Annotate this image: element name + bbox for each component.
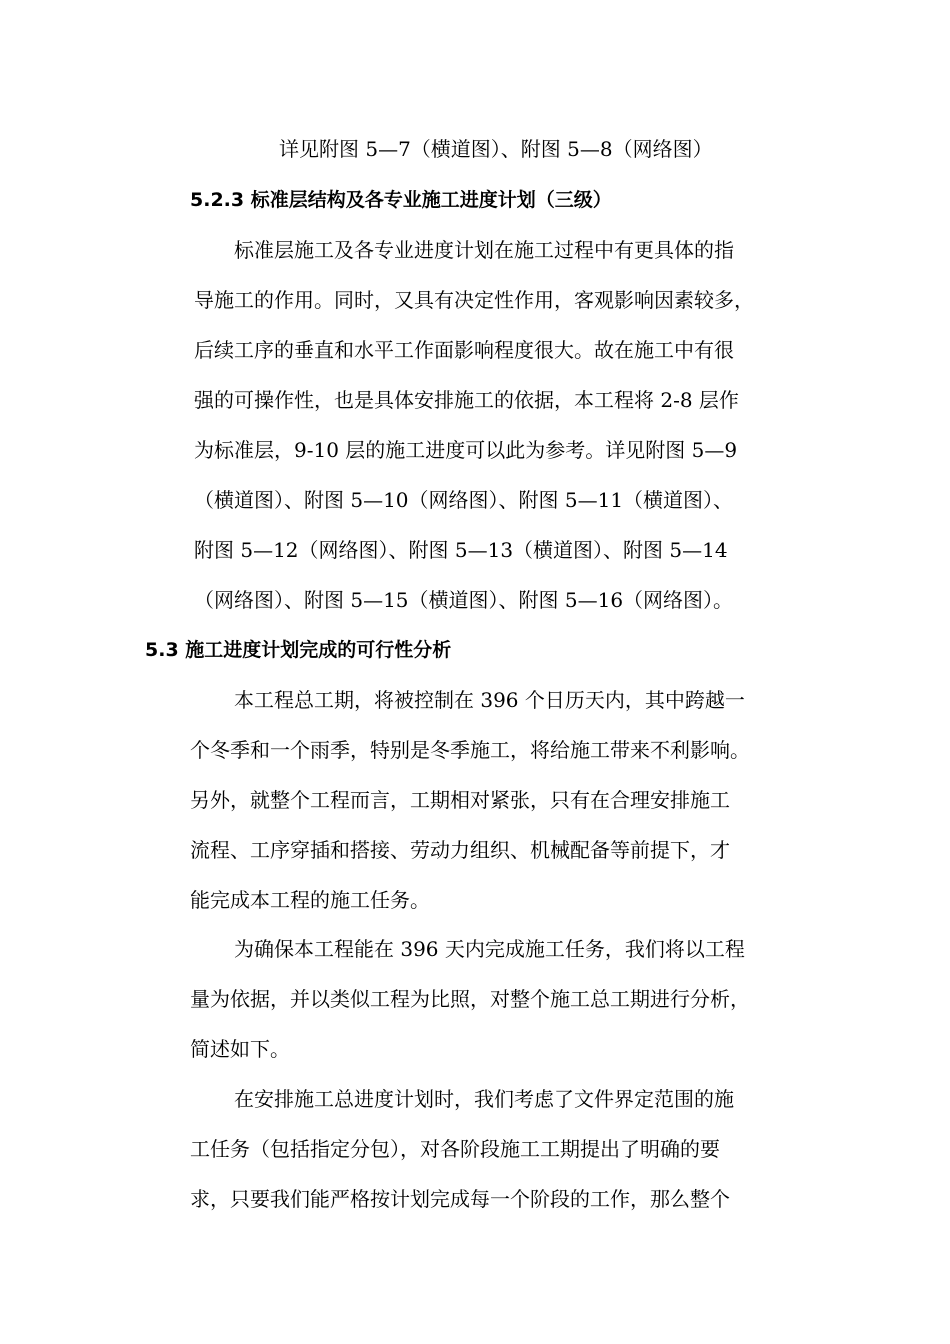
paragraph-line: 量为依据，并以类似工程为比照，对整个施工总工期进行分析， bbox=[190, 987, 750, 1011]
paragraph-line: 标准层施工及各专业进度计划在施工过程中有更具体的指 bbox=[234, 238, 734, 262]
paragraph-line: 后续工序的垂直和水平工作面影响程度很大。故在施工中有很 bbox=[194, 338, 734, 362]
paragraph-line: 能完成本工程的施工任务。 bbox=[190, 888, 430, 912]
paragraph-line: 在安排施工总进度计划时，我们考虑了文件界定范围的施 bbox=[234, 1087, 734, 1111]
paragraph-line: 工任务（包括指定分包），对各阶段施工工期提出了明确的要 bbox=[190, 1137, 720, 1161]
paragraph-line: 简述如下。 bbox=[190, 1037, 290, 1061]
paragraph-line: 导施工的作用。同时，又具有决定性作用，客观影响因素较多， bbox=[194, 288, 754, 312]
paragraph-line: 为标准层，9-10 层的施工进度可以此为参考。详见附图 5—9 bbox=[194, 438, 738, 462]
paragraph-line: 另外，就整个工程而言，工期相对紧张，只有在合理安排施工 bbox=[190, 788, 730, 812]
paragraph-line: 强的可操作性，也是具体安排施工的依据，本工程将 2-8 层作 bbox=[194, 388, 739, 412]
figure-reference-line: 详见附图 5—7（横道图）、附图 5—8（网络图） bbox=[279, 137, 713, 161]
paragraph-line: 为确保本工程能在 396 天内完成施工任务，我们将以工程 bbox=[234, 937, 745, 961]
paragraph-line: 本工程总工期，将被控制在 396 个日历天内，其中跨越一 bbox=[234, 688, 745, 712]
paragraph-line: 求，只要我们能严格按计划完成每一个阶段的工作，那么整个 bbox=[190, 1187, 730, 1211]
paragraph-line: 流程、工序穿插和搭接、劳动力组织、机械配备等前提下，才 bbox=[190, 838, 730, 862]
section-5-3-heading: 5.3 施工进度计划完成的可行性分析 bbox=[145, 639, 452, 661]
paragraph-line: （横道图）、附图 5—10（网络图）、附图 5—11（横道图）、 bbox=[194, 488, 734, 512]
paragraph-line: 附图 5—12（网络图）、附图 5—13（横道图）、附图 5—14 bbox=[194, 538, 728, 562]
paragraph-line: （网络图）、附图 5—15（横道图）、附图 5—16（网络图）。 bbox=[194, 588, 734, 612]
paragraph-line: 个冬季和一个雨季，特别是冬季施工，将给施工带来不利影响。 bbox=[190, 738, 750, 762]
section-5-2-3-heading: 5.2.3 标准层结构及各专业施工进度计划（三级） bbox=[190, 189, 612, 211]
